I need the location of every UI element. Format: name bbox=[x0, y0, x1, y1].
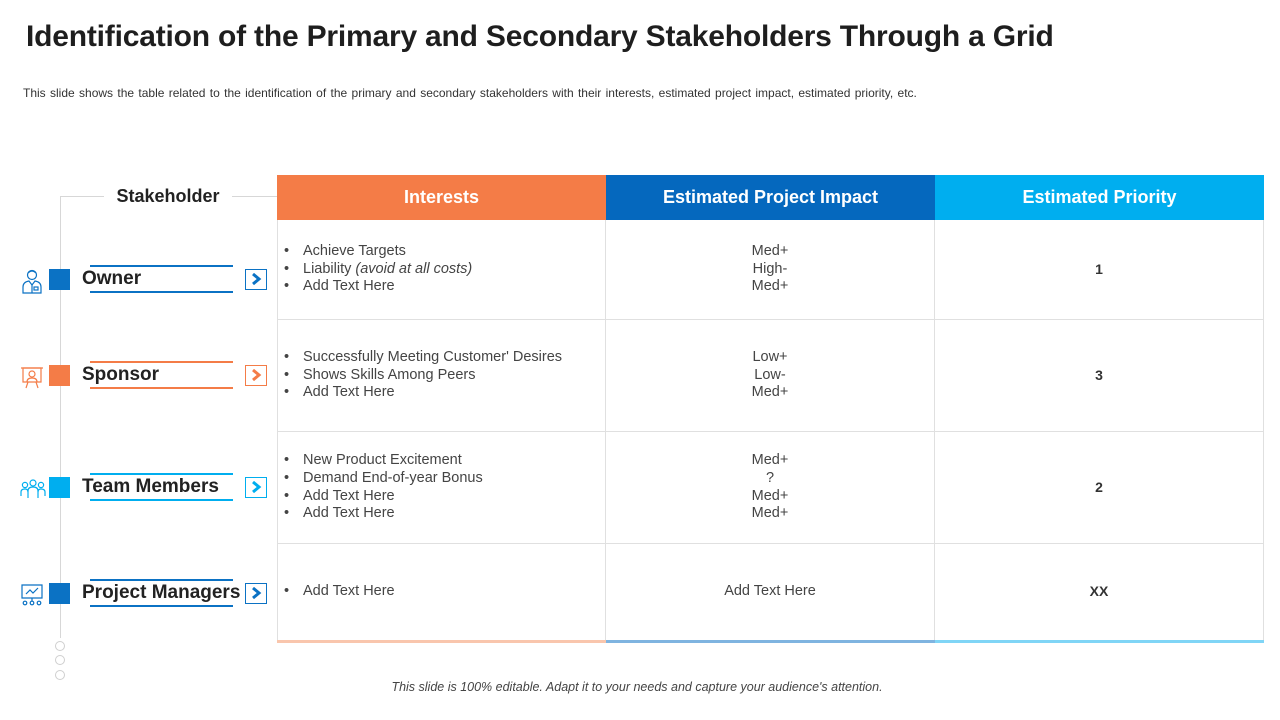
list-item: • New Product Excitement bbox=[284, 452, 483, 470]
list-item: • Shows Skills Among Peers bbox=[284, 367, 562, 385]
table-bottom-accent bbox=[606, 640, 935, 643]
accent-line bbox=[90, 499, 233, 501]
chevron-right-icon[interactable] bbox=[245, 365, 267, 386]
accent-line bbox=[90, 579, 233, 581]
list-item: • Demand End-of-year Bonus bbox=[284, 470, 483, 488]
stakeholder-label: Project Managers bbox=[82, 582, 241, 603]
header-connector-left bbox=[60, 196, 104, 197]
impact-value: Med+ bbox=[751, 384, 789, 401]
column-header-interests: Interests bbox=[277, 175, 606, 220]
impact-value: Med+ bbox=[751, 487, 789, 504]
impact-value: Add Text Here bbox=[724, 583, 816, 600]
table-cell-impact bbox=[606, 544, 935, 640]
table-cell-interests bbox=[277, 544, 606, 640]
list-item: • Add Text Here bbox=[284, 278, 472, 296]
impact-value: Med+ bbox=[751, 278, 789, 295]
impact-value: Low+ bbox=[752, 349, 788, 366]
table-cell-priority: 3 bbox=[935, 320, 1264, 432]
impact-value: Med+ bbox=[751, 505, 789, 522]
list-item: • Achieve Targets bbox=[284, 243, 472, 261]
list-item: • Add Text Here bbox=[284, 384, 562, 402]
stakeholder-row-owner bbox=[18, 265, 270, 295]
list-item: • Add Text Here bbox=[284, 488, 483, 506]
footer-note: This slide is 100% editable. Adapt it to your needs and capture your audience's attention. bbox=[391, 680, 883, 694]
color-marker bbox=[49, 583, 70, 604]
table-cell-impact bbox=[606, 432, 935, 544]
column-header-priority: Estimated Priority bbox=[935, 175, 1264, 220]
impact-value: Low- bbox=[754, 366, 786, 383]
color-marker bbox=[49, 477, 70, 498]
table-cell-interests bbox=[277, 432, 606, 544]
businessman-icon bbox=[20, 268, 44, 292]
timeline-dot bbox=[55, 655, 65, 665]
stakeholder-label: Owner bbox=[82, 268, 142, 289]
impact-value: Med+ bbox=[751, 243, 789, 260]
table-bottom-accent bbox=[277, 640, 606, 643]
table-cell-impact bbox=[606, 220, 935, 320]
accent-line bbox=[90, 387, 233, 389]
impact-value: High- bbox=[752, 260, 788, 277]
accent-line bbox=[90, 361, 233, 363]
stakeholder-row-project-managers bbox=[18, 579, 270, 609]
table-cell-impact bbox=[606, 320, 935, 432]
list-item: • Add Text Here bbox=[284, 583, 395, 601]
page-subtitle: This slide shows the table related to the identification of the primary and secondary stakeholders with their interests, estimated project impact, estimated priority, etc. bbox=[23, 86, 917, 100]
page-title: Identification of the Primary and Secondary Stakeholders Through a Grid bbox=[26, 20, 1054, 53]
list-item: • Liability (avoid at all costs) bbox=[284, 261, 472, 279]
chevron-right-icon[interactable] bbox=[245, 269, 267, 290]
column-header-impact: Estimated Project Impact bbox=[606, 175, 935, 220]
timeline-dot bbox=[55, 670, 65, 680]
accent-line bbox=[90, 473, 233, 475]
table-cell-priority: 2 bbox=[935, 432, 1264, 544]
stakeholder-row-sponsor bbox=[18, 361, 270, 391]
color-marker bbox=[49, 269, 70, 290]
chevron-right-icon[interactable] bbox=[245, 583, 267, 604]
table-cell-priority: XX bbox=[935, 544, 1264, 640]
list-item: • Add Text Here bbox=[284, 505, 483, 523]
timeline-line bbox=[60, 196, 61, 638]
stakeholder-header: Stakeholder bbox=[116, 186, 220, 206]
chevron-right-icon[interactable] bbox=[245, 477, 267, 498]
table-cell-interests bbox=[277, 220, 606, 320]
timeline-dot bbox=[55, 641, 65, 651]
stakeholder-label: Sponsor bbox=[82, 364, 160, 385]
accent-line bbox=[90, 605, 233, 607]
color-marker bbox=[49, 365, 70, 386]
list-item: • Successfully Meeting Customer' Desires bbox=[284, 349, 562, 367]
table-cell-priority: 1 bbox=[935, 220, 1264, 320]
header-connector-right bbox=[232, 196, 278, 197]
table-bottom-accent bbox=[935, 640, 1264, 643]
table-cell-interests bbox=[277, 320, 606, 432]
board-meeting-icon bbox=[20, 582, 44, 606]
presentation-icon bbox=[20, 364, 44, 388]
impact-value: ? bbox=[765, 469, 775, 486]
stakeholder-row-team-members bbox=[18, 473, 270, 503]
accent-line bbox=[90, 291, 233, 293]
impact-value: Med+ bbox=[751, 452, 789, 469]
team-icon bbox=[20, 476, 44, 500]
accent-line bbox=[90, 265, 233, 267]
stakeholder-label: Team Members bbox=[82, 476, 219, 497]
